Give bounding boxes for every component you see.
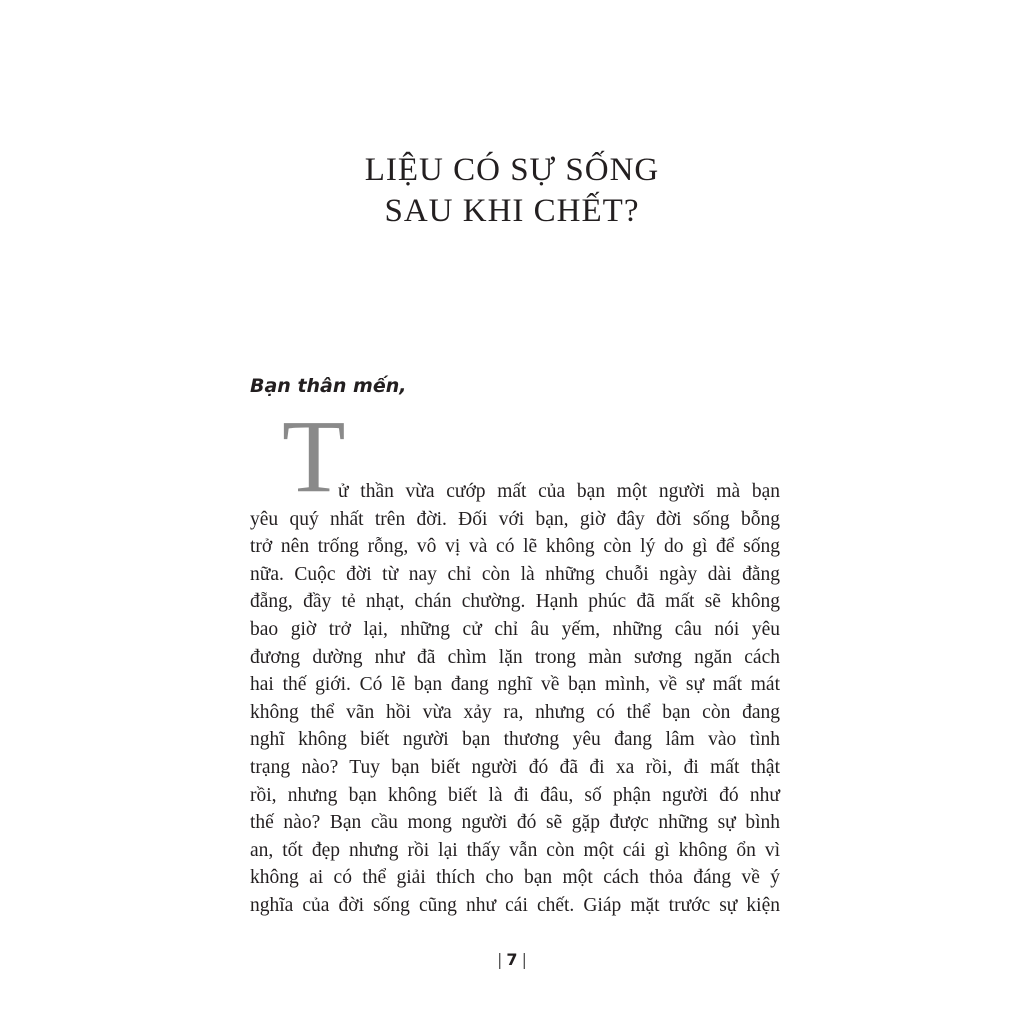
body-line: bao giờ trở lại, những cử chỉ âu yếm, những câu nói yêu xyxy=(250,618,780,640)
chapter-title-line-1: LIỆU CÓ SỰ SỐNG xyxy=(364,152,660,188)
body-line: nghĩa của đời sống cũng như cái chết. Giáp mặt trước sự kiện xyxy=(250,894,780,916)
body-line: đẵng, đầy tẻ nhạt, chán chường. Hạnh phúc đã mất sẽ không xyxy=(250,591,780,613)
page-number xyxy=(0,950,1024,969)
body-line: trở nên trống rỗng, vô vị và có lẽ không còn lý do gì để sống xyxy=(250,536,780,558)
body-line: hai thế giới. Có lẽ bạn đang nghĩ về bạn mình, về sự mất mát xyxy=(250,674,780,696)
body-line: trạng nào? Tuy bạn biết người đó đã đi xa rồi, đi mất thật xyxy=(250,756,780,778)
drop-cap-letter: T xyxy=(282,399,346,514)
chapter-title xyxy=(0,150,1024,232)
body-line: không ai có thể giải thích cho bạn một cách thỏa đáng về ý xyxy=(250,867,780,889)
body-line: không thể vãn hồi vừa xảy ra, nhưng có thể bạn còn đang xyxy=(250,701,780,723)
body-line: rồi, nhưng bạn không biết là đi đâu, số phận người đó như xyxy=(250,784,780,806)
body-line: nữa. Cuộc đời từ nay chỉ còn là những chuỗi ngày dài đằng xyxy=(250,563,780,585)
salutation: Bạn thân mến, xyxy=(250,375,407,397)
body-line: yêu quý nhất trên đời. Đối với bạn, giờ đây đời sống bỗng xyxy=(250,508,780,530)
page-number-left-bar: | xyxy=(497,950,503,969)
body-line: an, tốt đẹp nhưng rồi lại thấy vẫn còn một cái gì không ổn vì xyxy=(250,839,780,861)
chapter-title-line-2: SAU KHI CHẾT? xyxy=(384,193,640,229)
page-number-right-bar: | xyxy=(521,950,527,969)
body-line: đương dường như đã chìm lặn trong màn sương ngăn cách xyxy=(250,646,780,668)
body-paragraph xyxy=(250,478,780,920)
body-line: nghĩ không biết người bạn thương yêu đang lâm vào tình xyxy=(250,729,780,751)
body-line: thế nào? Bạn cầu mong người đó sẽ gặp được những sự bình xyxy=(250,812,780,834)
page-number-value: 7 xyxy=(506,950,518,969)
body-line: ử thần vừa cướp mất của bạn một người mà bạn xyxy=(338,481,780,502)
